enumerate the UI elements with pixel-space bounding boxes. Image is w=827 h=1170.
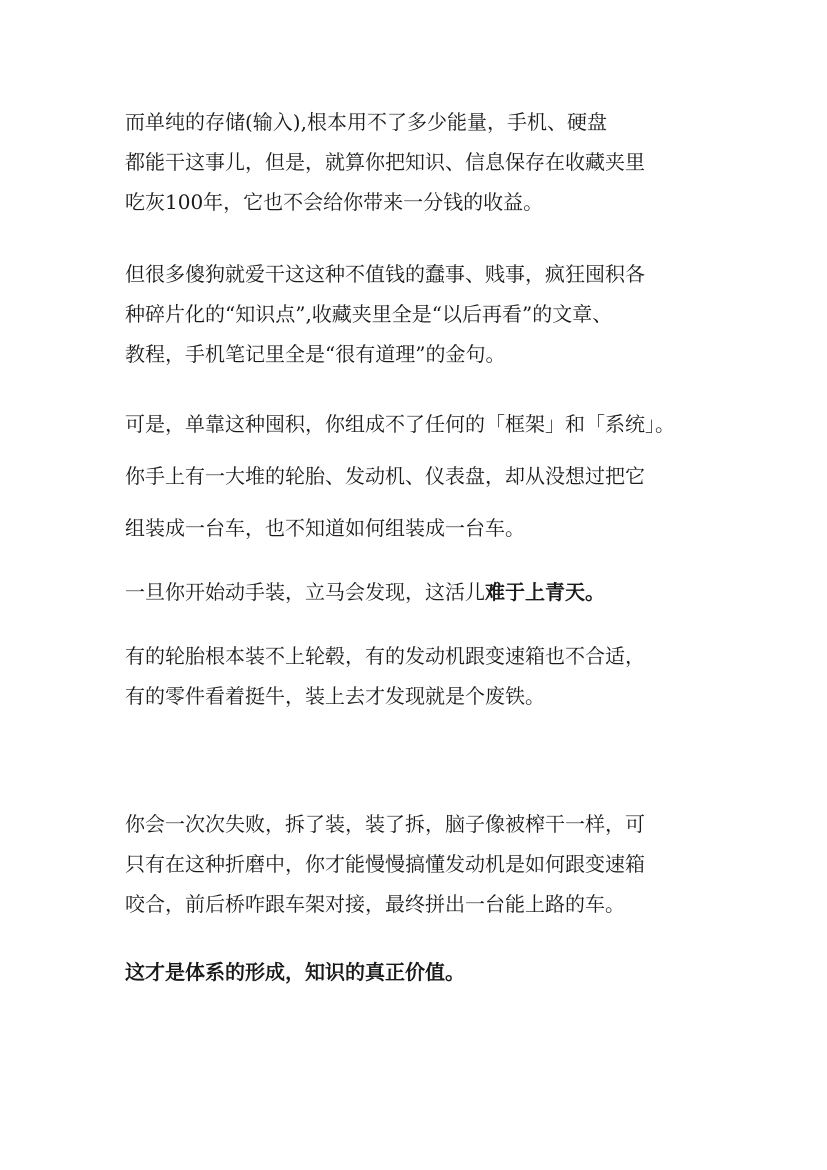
paragraph-failure bbox=[125, 804, 715, 924]
paragraph-hoarding bbox=[125, 254, 715, 374]
text-line: 你手上有一大堆的轮胎、发动机、仪表盘，却从没想过把它 bbox=[125, 464, 645, 488]
paragraph-no-system bbox=[125, 404, 715, 444]
text-line: 都能干这事儿，但是，就算你把知识、信息保存在收藏夹里 bbox=[125, 150, 645, 174]
text-normal: 一旦你开始动手装，立马会发现，这活儿 bbox=[125, 580, 485, 604]
text-line: 而单纯的存储(输入),根本用不了多少能量，手机、硬盘 bbox=[125, 110, 607, 134]
paragraph-car-parts bbox=[125, 456, 715, 496]
text-line: 有的零件看着挺牛，装上去才发现就是个废铁。 bbox=[125, 684, 545, 708]
text-line: 这才是体系的形成，知识的真正价值。 bbox=[125, 960, 465, 984]
text-line: 咬合，前后桥咋跟车架对接，最终拼出一台能上路的车。 bbox=[125, 892, 625, 916]
text-line: 你会一次次失败，拆了装，装了拆，脑子像被榨干一样，可 bbox=[125, 812, 645, 836]
text-line: 可是，单靠这种囤积，你组成不了任何的「框架」和「系统」。 bbox=[125, 412, 675, 436]
paragraph-start-assembling bbox=[125, 572, 715, 612]
text-line: 只有在这种折磨中，你才能慢慢搞懂发动机是如何跟变速箱 bbox=[125, 852, 645, 876]
text-emphasis: 难于上青天。 bbox=[485, 580, 605, 604]
text-line: 吃灰100年，它也不会给你带来一分钱的收益。 bbox=[125, 190, 544, 214]
paragraph-mismatch bbox=[125, 636, 715, 716]
paragraph-conclusion bbox=[125, 952, 715, 992]
paragraph-storage bbox=[125, 102, 715, 222]
text-line: 种碎片化的“知识点”,收藏夹里全是“以后再看”的文章、 bbox=[125, 302, 613, 326]
text-line: 但很多傻狗就爱干这这种不值钱的蠢事、贱事，疯狂囤积各 bbox=[125, 262, 645, 286]
text-line: 有的轮胎根本装不上轮毂，有的发动机跟变速箱也不合适， bbox=[125, 644, 645, 668]
paragraph-assemble bbox=[125, 508, 715, 548]
text-line: 组装成一台车，也不知道如何组装成一台车。 bbox=[125, 516, 525, 540]
text-line: 教程，手机笔记里全是“很有道理”的金句。 bbox=[125, 342, 506, 366]
